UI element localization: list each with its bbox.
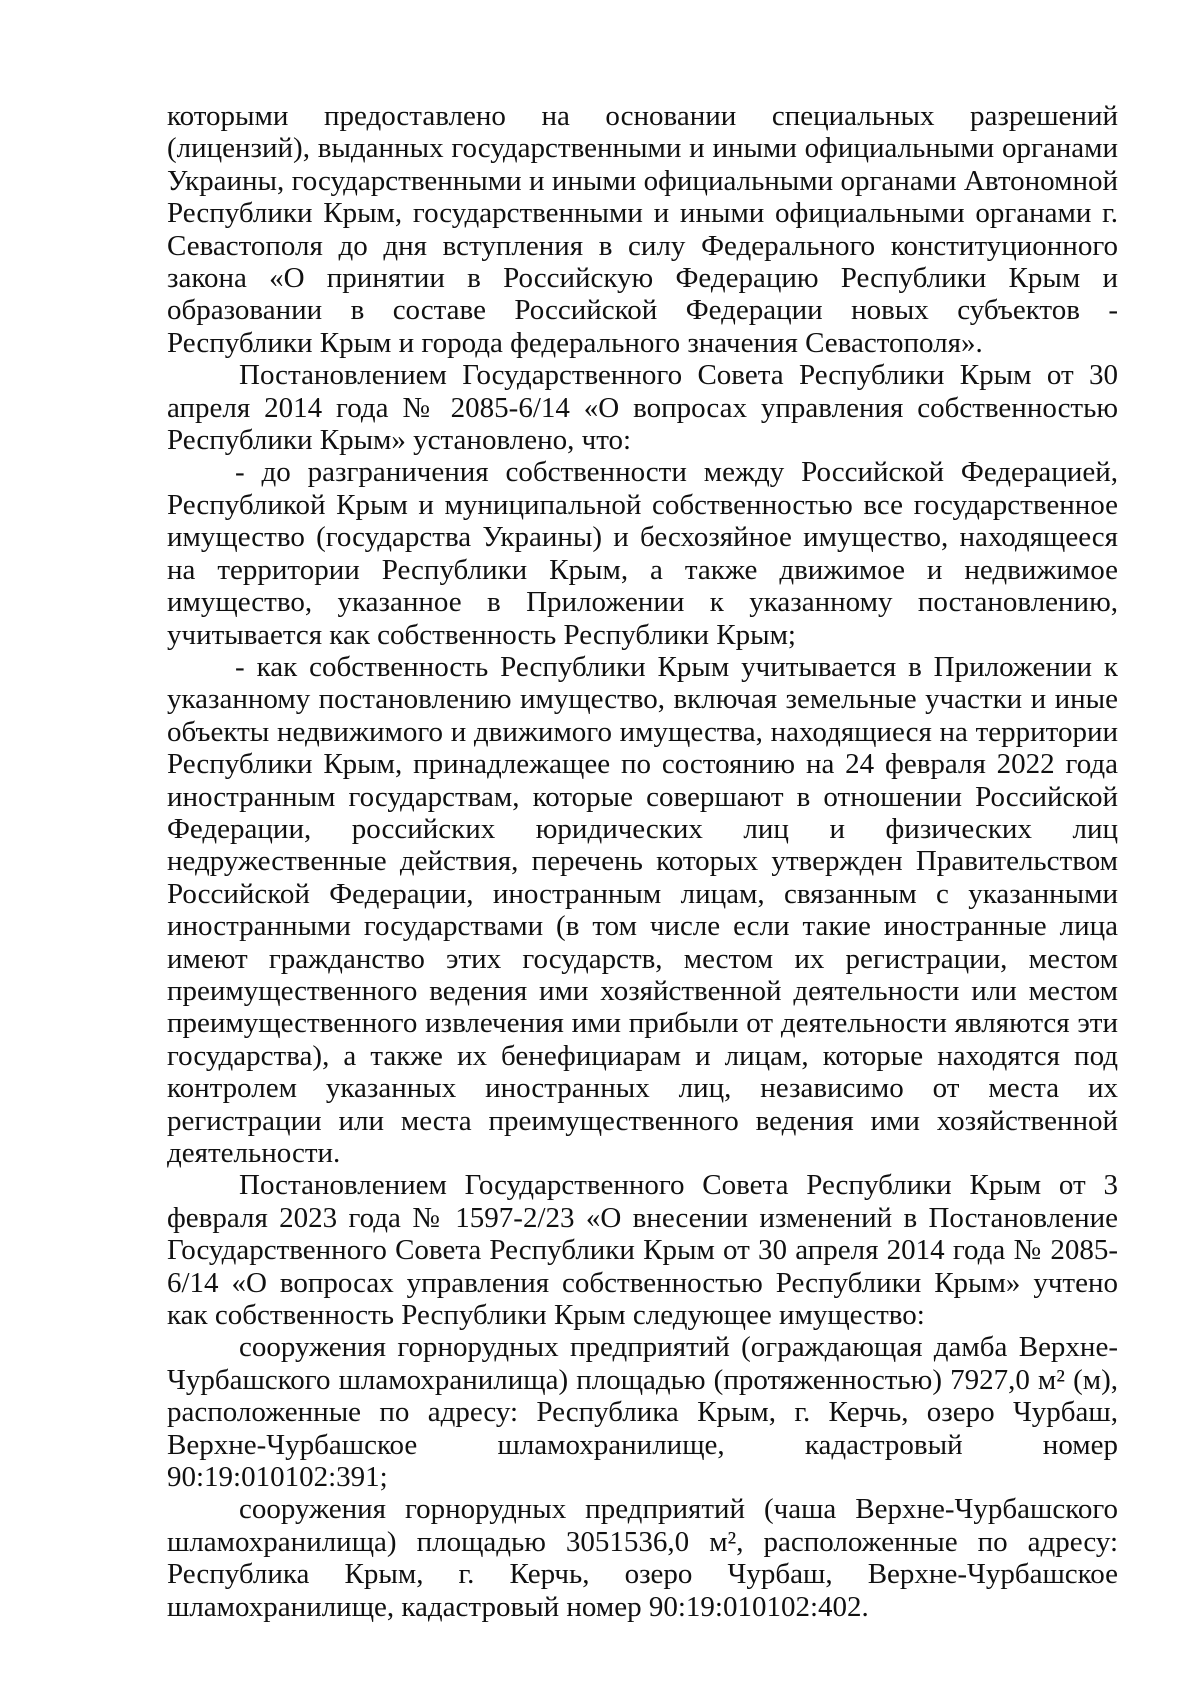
paragraph-property-basin: сооружения горнорудных предприятий (чаша Верхне-Чурбашского шламохранилища) площадью 3051536,0 м², расположенные по адресу: Республика Крым, г. Керчь, озеро Чурбаш, Верхне-Чурбашское шламохранилище, кадастровый номер 90:19:010102:402. — [167, 1493, 1118, 1623]
document-body — [167, 100, 1118, 1623]
paragraph-property-dam: сооружения горнорудных предприятий (ограждающая дамба Верхне-Чурбашского шламохранилища) площадью (протяженностью) 7927,0 м² (м), расположенные по адресу: Республика Крым, г. Керчь, озеро Чурбаш, Верхне-Чурбашское шламохранилище, кадастровый номер 90:19:010102:391; — [167, 1331, 1118, 1494]
paragraph-resolution-2014: Постановлением Государственного Совета Республики Крым от 30 апреля 2014 года № 2085-6/14 «О вопросах управления собственностью Республики Крым» установлено, что: — [167, 359, 1118, 457]
paragraph-bullet-foreign-property: - как собственность Республики Крым учитывается в Приложении к указанному постановлению имущество, включая земельные участки и иные объекты недвижимого и движимого имущества, находящиеся на территории Республики Крым, принадлежащее по состоянию на 24 февраля 2022 года иностранным государствам, которые совершают в отношении Российской Федерации, российских юридических лиц и физических лиц недружественные действия, перечень которых утвержден Правительством Российской Федерации, иностранным лицам, связанным с указанными иностранными государствами (в том числе если такие иностранные лица имеют гражданство этих государств, местом их регистрации, местом преимущественного ведения ими хозяйственной деятельности или местом преимущественного извлечения ими прибыли от деятельности являются эти государства), а также их бенефициарам и лицам, которые находятся под контролем указанных иностранных лиц, независимо от места их регистрации или места преимущественного ведения ими хозяйственной деятельности. — [167, 650, 1118, 1169]
paragraph-licenses-continuation: которыми предоставлено на основании специальных разрешений (лицензий), выданных государственными и иными официальными органами Украины, государственными и иными официальными органами Автономной Республики Крым, государственными и иными официальными органами г. Севастополя до дня вступления в силу Федерального конституционного закона «О принятии в Российскую Федерацию Республики Крым и образовании в составе Российской Федерации новых субъектов - Республики Крым и города федерального значения Севастополя». — [167, 100, 1118, 359]
paragraph-bullet-delimitation: - до разграничения собственности между Российской Федерацией, Республикой Крым и муниципальной собственностью все государственное имущество (государства Украины) и бесхозяйное имущество, находящееся на территории Республики Крым, а также движимое и недвижимое имущество, указанное в Приложении к указанному постановлению, учитывается как собственность Республики Крым; — [167, 456, 1118, 651]
paragraph-resolution-2023: Постановлением Государственного Совета Республики Крым от 3 февраля 2023 года № 1597-2/23 «О внесении изменений в Постановление Государственного Совета Республики Крым от 30 апреля 2014 года № 2085-6/14 «О вопросах управления собственностью Республики Крым» учтено как собственность Республики Крым следующее имущество: — [167, 1169, 1118, 1332]
